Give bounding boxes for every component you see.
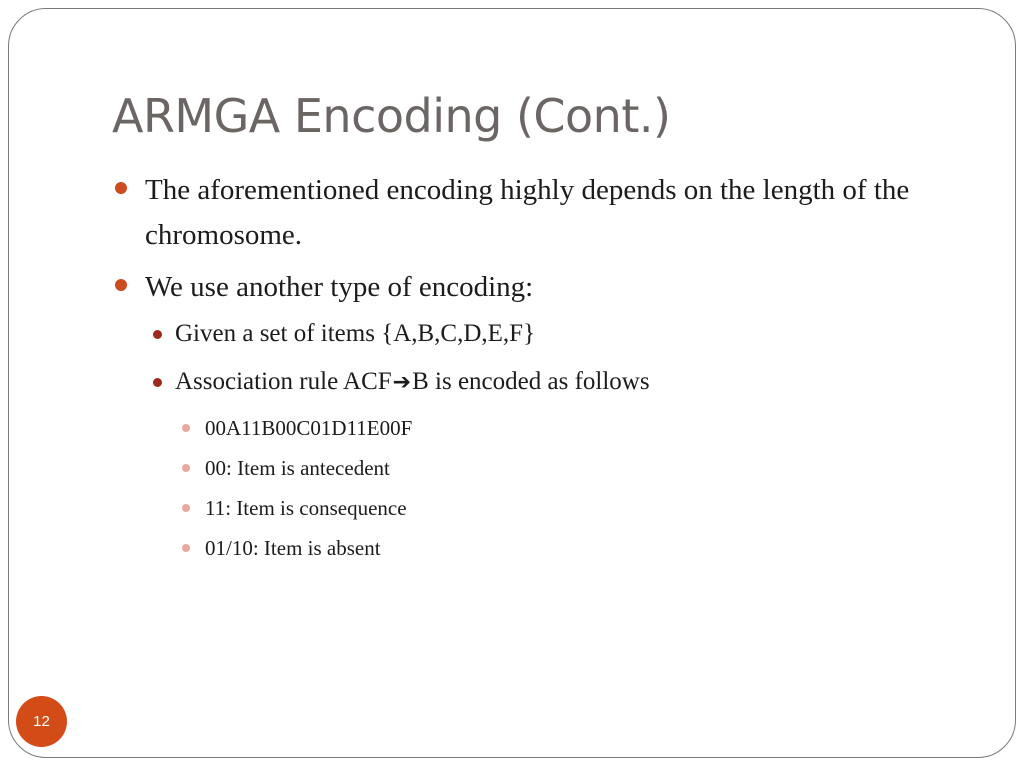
bullet-dot-icon <box>115 279 127 291</box>
bullet-text: 01/10: Item is absent <box>205 536 381 560</box>
bullet-another-encoding <box>112 265 952 310</box>
bullet-text: The aforementioned encoding highly depends on the length of the chromosome. <box>145 174 910 251</box>
rule-text-before: Association rule ACF <box>175 368 392 395</box>
bullet-dot-icon <box>182 424 190 432</box>
sub-bullet-association-rule <box>112 365 952 400</box>
bullet-dot-icon <box>153 378 162 387</box>
sub-sub-bullet-antecedent <box>112 454 952 482</box>
bullet-text: 00A11B00C01D11E00F <box>205 416 413 440</box>
bullet-dot-icon <box>182 464 190 472</box>
sub-sub-bullet-consequence <box>112 494 952 522</box>
page-number-badge: 12 <box>16 696 67 747</box>
bullet-encoding-length <box>112 168 952 258</box>
bullet-text: 11: Item is consequence <box>205 496 407 520</box>
slide-body <box>112 168 952 574</box>
bullet-text: We use another type of encoding: <box>145 271 534 303</box>
slide-title: ARMGA Encoding (Cont.) <box>112 89 671 143</box>
bullet-dot-icon <box>153 330 162 339</box>
sub-sub-bullet-encoded-string <box>112 414 952 442</box>
bullet-text: Given a set of items {A,B,C,D,E,F} <box>175 320 536 347</box>
rule-text-after: B is encoded as follows <box>412 368 650 395</box>
bullet-dot-icon <box>115 182 127 194</box>
sub-sub-bullet-absent <box>112 534 952 562</box>
bullet-text: 00: Item is antecedent <box>205 456 390 480</box>
bullet-dot-icon <box>182 544 190 552</box>
sub-bullet-item-set <box>112 317 952 351</box>
right-arrow-icon: ➔ <box>392 370 412 395</box>
bullet-dot-icon <box>182 504 190 512</box>
